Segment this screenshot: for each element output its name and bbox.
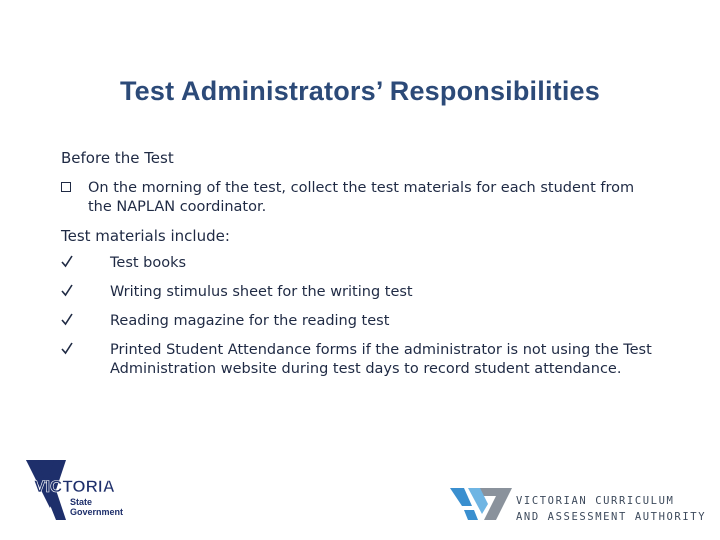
- list-item-text: Writing stimulus sheet for the writing test: [110, 284, 413, 300]
- vcaa-line2: AND ASSESSMENT AUTHORITY: [516, 511, 707, 523]
- checkbox-bullet-icon: [61, 182, 71, 192]
- victoria-logo-line1: State: [70, 497, 93, 507]
- vcaa-logo: [450, 484, 707, 524]
- materials-list: [61, 254, 661, 389]
- list-item: [61, 283, 661, 302]
- checkmark-icon: [61, 312, 75, 332]
- slide-title: Test Administrators’ Responsibilities: [119, 76, 600, 106]
- checkmark-icon: [61, 283, 75, 303]
- victoria-government-logo: [26, 460, 132, 520]
- list-item: [61, 312, 661, 331]
- list-item-text: Test books: [110, 255, 187, 271]
- list-item: [61, 341, 661, 379]
- list-item-text: Reading magazine for the reading test: [110, 313, 390, 329]
- before-test-item: [61, 179, 661, 217]
- vcaa-wordmark: [516, 493, 706, 525]
- victoria-wordmark: VICTORIA: [34, 477, 115, 496]
- before-test-item-text: On the morning of the test, collect the test materials for each student from the NAPLAN coordinator.: [88, 180, 635, 215]
- list-item-text: Printed Student Attendance forms if the administrator is not using the Test Administration website during test days to record student attendance.: [110, 342, 652, 377]
- victoria-logo-line2: Government: [70, 507, 124, 517]
- checkmark-icon: [61, 341, 75, 361]
- before-test-heading: Before the Test: [61, 149, 174, 167]
- checkmark-icon: [61, 254, 75, 274]
- vcaa-line1: VICTORIAN CURRICULUM: [516, 495, 675, 507]
- list-item: [61, 254, 661, 273]
- materials-heading: Test materials include:: [61, 227, 230, 245]
